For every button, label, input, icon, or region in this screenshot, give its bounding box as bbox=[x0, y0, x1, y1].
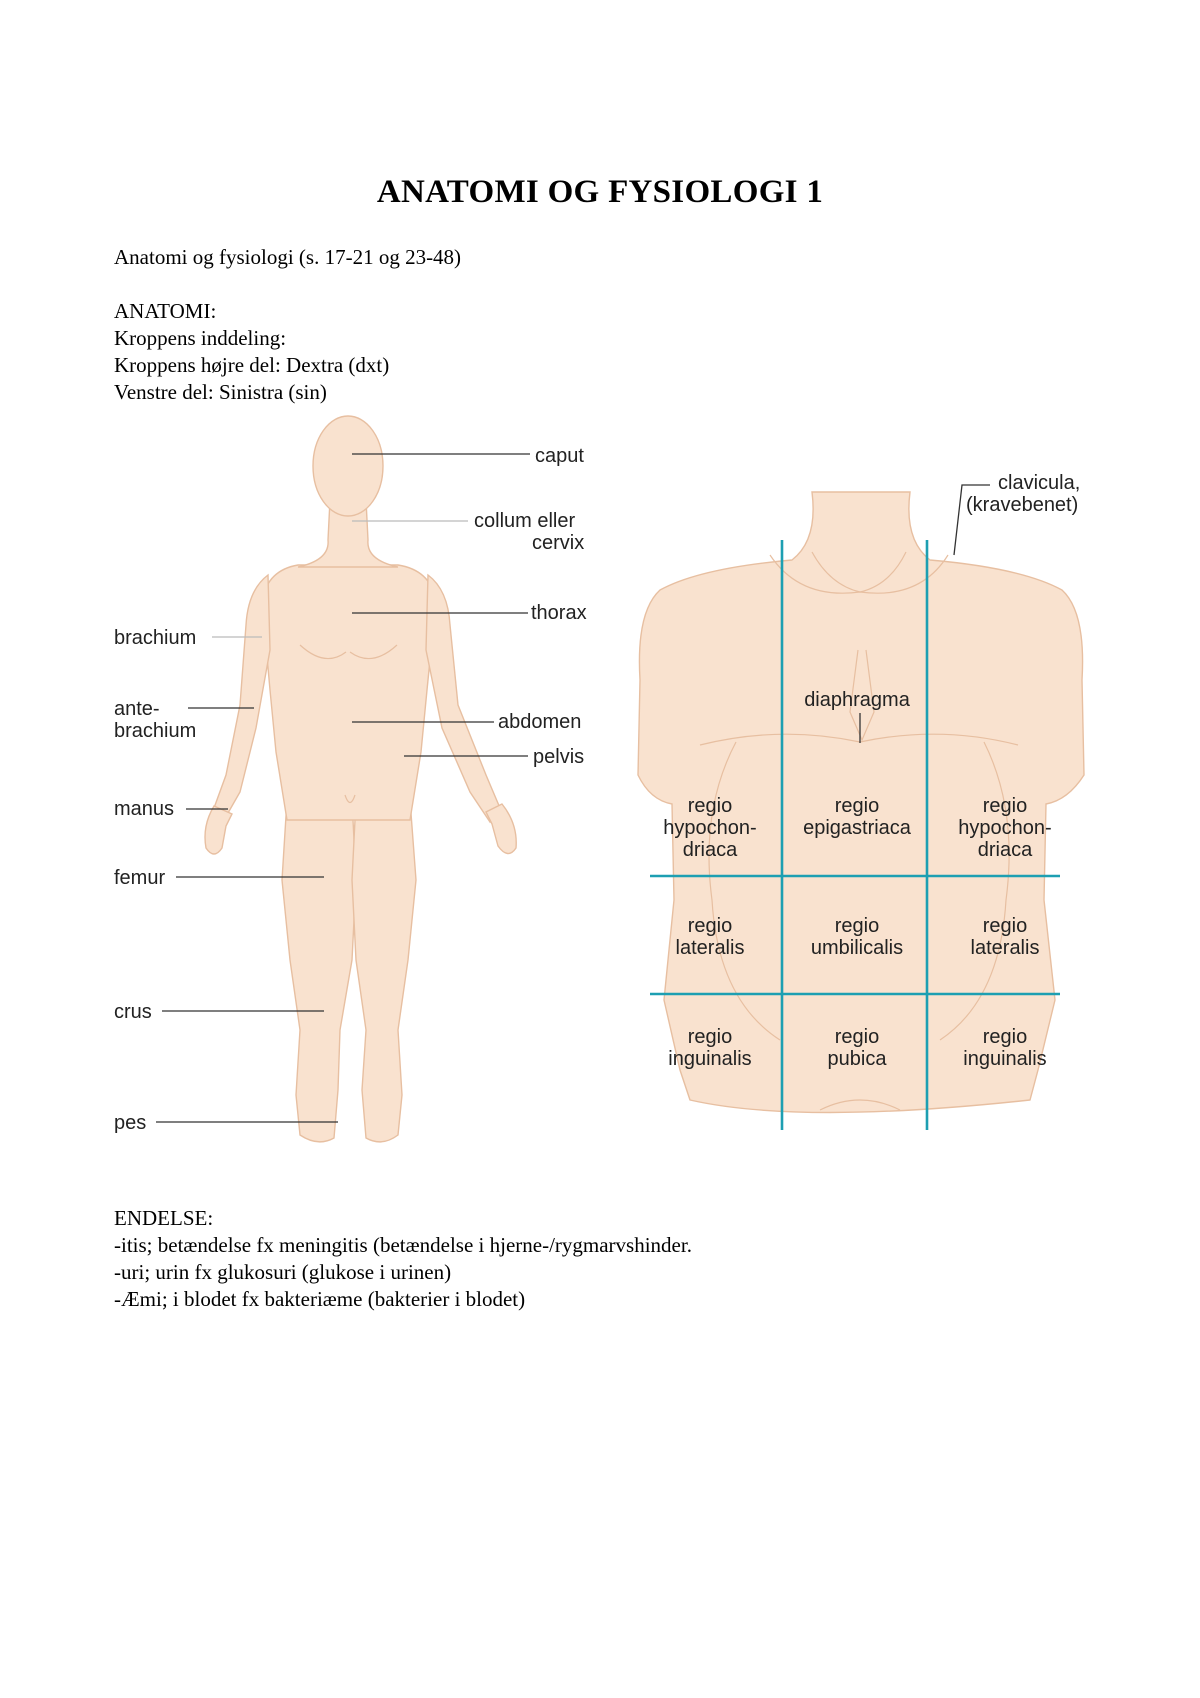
label-clavicula: clavicula, bbox=[998, 472, 1081, 494]
text-line: Venstre del: Sinistra (sin) bbox=[114, 380, 327, 404]
svg-text:inguinalis: inguinalis bbox=[963, 1048, 1047, 1070]
svg-text:hypochon-: hypochon- bbox=[663, 817, 757, 839]
reference-line: Anatomi og fysiologi (s. 17-21 og 23-48) bbox=[114, 245, 462, 269]
svg-text:regio: regio bbox=[982, 795, 1028, 817]
body-silhouette bbox=[205, 416, 516, 1142]
svg-text:regio: regio bbox=[687, 1026, 733, 1048]
svg-text:lateralis: lateralis bbox=[675, 937, 745, 959]
svg-text:regio: regio bbox=[687, 795, 733, 817]
label-pes: pes bbox=[114, 1112, 147, 1134]
region-pubica bbox=[828, 1026, 888, 1070]
label-collum: collum eller bbox=[474, 510, 576, 532]
svg-text:umbilicalis: umbilicalis bbox=[810, 937, 904, 959]
svg-text:epigastriaca: epigastriaca bbox=[803, 817, 911, 839]
label-cervix: cervix bbox=[532, 532, 585, 554]
svg-text:pubica: pubica bbox=[827, 1048, 887, 1070]
svg-text:regio: regio bbox=[834, 1026, 880, 1048]
svg-text:regio: regio bbox=[834, 915, 880, 937]
svg-text:driaca: driaca bbox=[682, 839, 738, 861]
page-title: ANATOMI OG FYSIOLOGI 1 bbox=[376, 174, 824, 210]
svg-text:regio: regio bbox=[982, 1026, 1028, 1048]
abdominal-regions-figure bbox=[620, 470, 1200, 1160]
text-line: -itis; betændelse fx meningitis (betændelse i hjerne-/rygmarvshinder. bbox=[114, 1233, 692, 1257]
label-antebrachium: brachium bbox=[114, 720, 197, 742]
svg-text:regio: regio bbox=[834, 795, 880, 817]
svg-text:regio: regio bbox=[687, 915, 733, 937]
svg-text:lateralis: lateralis bbox=[970, 937, 1040, 959]
text-line: -uri; urin fx glukosuri (glukose i urinen) bbox=[114, 1260, 452, 1284]
body-regions-figure bbox=[0, 400, 620, 1160]
section-heading-anatomi: ANATOMI: bbox=[114, 299, 217, 323]
label-brachium: brachium bbox=[114, 627, 197, 649]
label-pelvis: pelvis bbox=[533, 746, 585, 768]
svg-text:inguinalis: inguinalis bbox=[668, 1048, 752, 1070]
svg-text:driaca: driaca bbox=[977, 839, 1033, 861]
svg-text:hypochon-: hypochon- bbox=[958, 817, 1052, 839]
label-ante: ante- bbox=[114, 698, 160, 720]
text-line: Kroppens inddeling: bbox=[114, 326, 287, 350]
section-heading-endelse: ENDELSE: bbox=[114, 1206, 214, 1230]
label-abdomen: abdomen bbox=[498, 711, 582, 733]
text-line: -Æmi; i blodet fx bakteriæme (bakterier i blodet) bbox=[114, 1287, 526, 1311]
svg-text:regio: regio bbox=[982, 915, 1028, 937]
label-kravebenet: (kravebenet) bbox=[966, 494, 1079, 516]
label-crus: crus bbox=[114, 1001, 152, 1023]
text-line: Kroppens højre del: Dextra (dxt) bbox=[114, 353, 390, 377]
label-diaphragma: diaphragma bbox=[804, 689, 910, 711]
label-thorax: thorax bbox=[531, 602, 587, 624]
label-femur: femur bbox=[114, 867, 166, 889]
label-caput: caput bbox=[535, 445, 584, 467]
label-manus: manus bbox=[114, 798, 175, 820]
